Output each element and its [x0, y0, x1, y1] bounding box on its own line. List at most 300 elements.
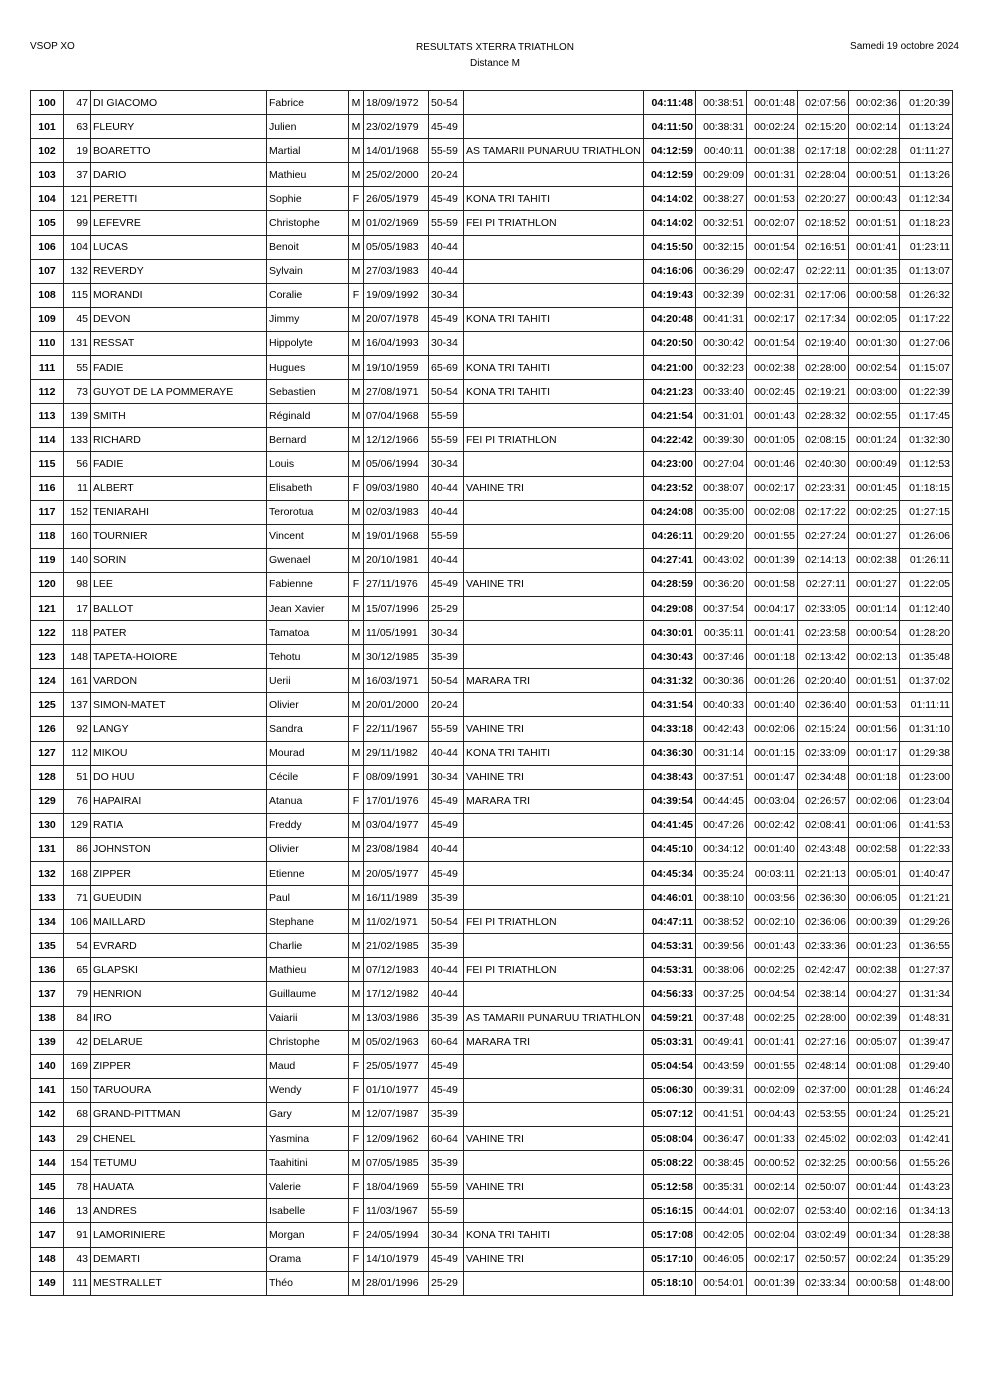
sex-cell: M — [349, 1102, 364, 1126]
rank-cell: 109 — [31, 307, 64, 331]
swim-time-cell: 00:29:09 — [696, 163, 747, 187]
club-cell: MARARA TRI — [464, 669, 644, 693]
rank-cell: 124 — [31, 669, 64, 693]
table-row — [31, 380, 953, 404]
document-title: RESULTATS XTERRA TRIATHLON — [416, 42, 574, 53]
total-time-cell: 05:06:30 — [644, 1078, 696, 1102]
birth-date-cell: 11/05/1991 — [364, 621, 429, 645]
t2-time-cell: 00:02:14 — [849, 115, 900, 139]
table-row — [31, 934, 953, 958]
bib-cell: 112 — [64, 741, 91, 765]
run-time-cell: 01:22:05 — [900, 572, 953, 596]
document-heading — [0, 40, 990, 72]
last-name-cell: LAMORINIERE — [91, 1223, 267, 1247]
category-cell: 30-34 — [429, 331, 464, 355]
club-cell: KONA TRI TAHITI — [464, 1223, 644, 1247]
bib-cell: 161 — [64, 669, 91, 693]
category-cell: 25-29 — [429, 1271, 464, 1295]
bib-cell: 118 — [64, 621, 91, 645]
bib-cell: 150 — [64, 1078, 91, 1102]
first-name-cell: Maud — [267, 1054, 349, 1078]
rank-cell: 132 — [31, 862, 64, 886]
club-cell — [464, 886, 644, 910]
rank-cell: 138 — [31, 1006, 64, 1030]
t2-time-cell: 00:01:56 — [849, 717, 900, 741]
total-time-cell: 04:14:02 — [644, 211, 696, 235]
run-time-cell: 01:17:45 — [900, 404, 953, 428]
last-name-cell: ALBERT — [91, 476, 267, 500]
first-name-cell: Hugues — [267, 356, 349, 380]
bib-cell: 131 — [64, 331, 91, 355]
sex-cell: M — [349, 741, 364, 765]
swim-time-cell: 00:29:20 — [696, 524, 747, 548]
bib-cell: 104 — [64, 235, 91, 259]
birth-date-cell: 12/09/1962 — [364, 1127, 429, 1151]
t2-time-cell: 00:01:44 — [849, 1175, 900, 1199]
last-name-cell: PERETTI — [91, 187, 267, 211]
bib-cell: 86 — [64, 837, 91, 861]
bike-time-cell: 02:48:14 — [798, 1054, 849, 1078]
t1-time-cell: 00:00:52 — [747, 1151, 798, 1175]
table-row — [31, 235, 953, 259]
total-time-cell: 04:24:08 — [644, 500, 696, 524]
rank-cell: 122 — [31, 621, 64, 645]
swim-time-cell: 00:41:31 — [696, 307, 747, 331]
rank-cell: 129 — [31, 789, 64, 813]
bike-time-cell: 02:33:09 — [798, 741, 849, 765]
birth-date-cell: 12/12/1966 — [364, 428, 429, 452]
birth-date-cell: 18/04/1969 — [364, 1175, 429, 1199]
total-time-cell: 04:19:43 — [644, 283, 696, 307]
last-name-cell: ZIPPER — [91, 862, 267, 886]
bib-cell: 56 — [64, 452, 91, 476]
bib-cell: 65 — [64, 958, 91, 982]
sex-cell: M — [349, 934, 364, 958]
club-cell — [464, 934, 644, 958]
bib-cell: 168 — [64, 862, 91, 886]
birth-date-cell: 16/04/1993 — [364, 331, 429, 355]
last-name-cell: DELARUE — [91, 1030, 267, 1054]
category-cell: 50-54 — [429, 91, 464, 115]
table-row — [31, 211, 953, 235]
rank-cell: 141 — [31, 1078, 64, 1102]
table-row — [31, 115, 953, 139]
sex-cell: M — [349, 524, 364, 548]
run-time-cell: 01:15:07 — [900, 356, 953, 380]
run-time-cell: 01:48:00 — [900, 1271, 953, 1295]
bib-cell: 152 — [64, 500, 91, 524]
t2-time-cell: 00:02:03 — [849, 1127, 900, 1151]
birth-date-cell: 03/04/1977 — [364, 813, 429, 837]
bib-cell: 11 — [64, 476, 91, 500]
table-row — [31, 1030, 953, 1054]
last-name-cell: TARUOURA — [91, 1078, 267, 1102]
bib-cell: 19 — [64, 139, 91, 163]
first-name-cell: Uerii — [267, 669, 349, 693]
total-time-cell: 04:27:41 — [644, 548, 696, 572]
total-time-cell: 04:29:08 — [644, 596, 696, 620]
t2-time-cell: 00:02:16 — [849, 1199, 900, 1223]
bib-cell: 13 — [64, 1199, 91, 1223]
distance-label: Distance M — [469, 58, 520, 69]
bib-cell: 121 — [64, 187, 91, 211]
total-time-cell: 04:11:50 — [644, 115, 696, 139]
total-time-cell: 04:20:50 — [644, 331, 696, 355]
club-cell — [464, 982, 644, 1006]
t2-time-cell: 00:01:51 — [849, 669, 900, 693]
run-time-cell: 01:40:47 — [900, 862, 953, 886]
birth-date-cell: 27/03/1983 — [364, 259, 429, 283]
bike-time-cell: 02:36:06 — [798, 910, 849, 934]
swim-time-cell: 00:44:45 — [696, 789, 747, 813]
bike-time-cell: 02:18:52 — [798, 211, 849, 235]
last-name-cell: BALLOT — [91, 596, 267, 620]
sex-cell: M — [349, 331, 364, 355]
category-cell: 45-49 — [429, 1054, 464, 1078]
category-cell: 35-39 — [429, 1102, 464, 1126]
table-row — [31, 1054, 953, 1078]
run-time-cell: 01:18:15 — [900, 476, 953, 500]
birth-date-cell: 15/07/1996 — [364, 596, 429, 620]
bib-cell: 71 — [64, 886, 91, 910]
total-time-cell: 04:21:23 — [644, 380, 696, 404]
last-name-cell: LANGY — [91, 717, 267, 741]
sex-cell: M — [349, 259, 364, 283]
sex-cell: F — [349, 1223, 364, 1247]
t2-time-cell: 00:01:30 — [849, 331, 900, 355]
table-row — [31, 139, 953, 163]
bike-time-cell: 02:33:05 — [798, 596, 849, 620]
last-name-cell: EVRARD — [91, 934, 267, 958]
club-cell: VAHINE TRI — [464, 765, 644, 789]
rank-cell: 135 — [31, 934, 64, 958]
swim-time-cell: 00:30:36 — [696, 669, 747, 693]
first-name-cell: Louis — [267, 452, 349, 476]
bike-time-cell: 02:33:34 — [798, 1271, 849, 1295]
run-time-cell: 01:23:00 — [900, 765, 953, 789]
club-cell — [464, 548, 644, 572]
bib-cell: 17 — [64, 596, 91, 620]
bib-cell: 139 — [64, 404, 91, 428]
category-cell: 45-49 — [429, 307, 464, 331]
t2-time-cell: 00:01:53 — [849, 693, 900, 717]
swim-time-cell: 00:38:45 — [696, 1151, 747, 1175]
table-row — [31, 404, 953, 428]
category-cell: 40-44 — [429, 259, 464, 283]
birth-date-cell: 14/01/1968 — [364, 139, 429, 163]
rank-cell: 125 — [31, 693, 64, 717]
sex-cell: F — [349, 1078, 364, 1102]
t1-time-cell: 00:01:38 — [747, 139, 798, 163]
sex-cell: M — [349, 621, 364, 645]
swim-time-cell: 00:46:05 — [696, 1247, 747, 1271]
club-cell — [464, 596, 644, 620]
bike-time-cell: 02:17:34 — [798, 307, 849, 331]
last-name-cell: HENRION — [91, 982, 267, 1006]
table-row — [31, 837, 953, 861]
category-cell: 35-39 — [429, 645, 464, 669]
t1-time-cell: 00:01:33 — [747, 1127, 798, 1151]
total-time-cell: 05:17:08 — [644, 1223, 696, 1247]
run-time-cell: 01:46:24 — [900, 1078, 953, 1102]
rank-cell: 107 — [31, 259, 64, 283]
t2-time-cell: 00:06:05 — [849, 886, 900, 910]
rank-cell: 149 — [31, 1271, 64, 1295]
category-cell: 35-39 — [429, 934, 464, 958]
birth-date-cell: 05/05/1983 — [364, 235, 429, 259]
first-name-cell: Réginald — [267, 404, 349, 428]
table-row — [31, 669, 953, 693]
club-cell — [464, 862, 644, 886]
swim-time-cell: 00:38:52 — [696, 910, 747, 934]
birth-date-cell: 20/07/1978 — [364, 307, 429, 331]
bike-time-cell: 02:36:40 — [798, 693, 849, 717]
run-time-cell: 01:26:32 — [900, 283, 953, 307]
club-cell — [464, 1054, 644, 1078]
first-name-cell: Olivier — [267, 693, 349, 717]
sex-cell: M — [349, 428, 364, 452]
bib-cell: 68 — [64, 1102, 91, 1126]
t2-time-cell: 00:03:00 — [849, 380, 900, 404]
event-date: Samedi 19 octobre 2024 — [850, 41, 959, 52]
total-time-cell: 05:08:04 — [644, 1127, 696, 1151]
bike-time-cell: 02:28:00 — [798, 1006, 849, 1030]
first-name-cell: Isabelle — [267, 1199, 349, 1223]
rank-cell: 140 — [31, 1054, 64, 1078]
club-cell — [464, 283, 644, 307]
first-name-cell: Sylvain — [267, 259, 349, 283]
bib-cell: 43 — [64, 1247, 91, 1271]
sex-cell: M — [349, 356, 364, 380]
t1-time-cell: 00:02:25 — [747, 958, 798, 982]
sex-cell: F — [349, 1247, 364, 1271]
swim-time-cell: 00:35:24 — [696, 862, 747, 886]
rank-cell: 148 — [31, 1247, 64, 1271]
t1-time-cell: 00:02:08 — [747, 500, 798, 524]
t1-time-cell: 00:02:17 — [747, 307, 798, 331]
birth-date-cell: 28/01/1996 — [364, 1271, 429, 1295]
category-cell: 40-44 — [429, 837, 464, 861]
rank-cell: 134 — [31, 910, 64, 934]
t1-time-cell: 00:03:11 — [747, 862, 798, 886]
first-name-cell: Jean Xavier — [267, 596, 349, 620]
bike-time-cell: 02:20:27 — [798, 187, 849, 211]
t2-time-cell: 00:02:25 — [849, 500, 900, 524]
category-cell: 55-59 — [429, 1175, 464, 1199]
t1-time-cell: 00:02:38 — [747, 356, 798, 380]
bib-cell: 76 — [64, 789, 91, 813]
bike-time-cell: 02:50:07 — [798, 1175, 849, 1199]
birth-date-cell: 01/02/1969 — [364, 211, 429, 235]
table-row — [31, 1151, 953, 1175]
first-name-cell: Sophie — [267, 187, 349, 211]
t1-time-cell: 00:01:41 — [747, 1030, 798, 1054]
last-name-cell: LEFEVRE — [91, 211, 267, 235]
bib-cell: 78 — [64, 1175, 91, 1199]
sex-cell: M — [349, 500, 364, 524]
swim-time-cell: 00:35:00 — [696, 500, 747, 524]
run-time-cell: 01:39:47 — [900, 1030, 953, 1054]
sex-cell: M — [349, 693, 364, 717]
bike-time-cell: 02:19:21 — [798, 380, 849, 404]
rank-cell: 127 — [31, 741, 64, 765]
table-row — [31, 163, 953, 187]
birth-date-cell: 25/05/1977 — [364, 1054, 429, 1078]
bib-cell: 92 — [64, 717, 91, 741]
last-name-cell: SIMON-MATET — [91, 693, 267, 717]
rank-cell: 126 — [31, 717, 64, 741]
bike-time-cell: 02:34:48 — [798, 765, 849, 789]
sex-cell: F — [349, 789, 364, 813]
first-name-cell: Christophe — [267, 211, 349, 235]
t1-time-cell: 00:01:48 — [747, 91, 798, 115]
last-name-cell: SMITH — [91, 404, 267, 428]
run-time-cell: 01:13:07 — [900, 259, 953, 283]
table-row — [31, 187, 953, 211]
bike-time-cell: 02:17:22 — [798, 500, 849, 524]
first-name-cell: Théo — [267, 1271, 349, 1295]
t1-time-cell: 00:01:18 — [747, 645, 798, 669]
swim-time-cell: 00:36:20 — [696, 572, 747, 596]
total-time-cell: 04:15:50 — [644, 235, 696, 259]
t2-time-cell: 00:02:28 — [849, 139, 900, 163]
total-time-cell: 05:04:54 — [644, 1054, 696, 1078]
t2-time-cell: 00:00:49 — [849, 452, 900, 476]
t1-time-cell: 00:02:17 — [747, 1247, 798, 1271]
category-cell: 45-49 — [429, 862, 464, 886]
run-time-cell: 01:42:41 — [900, 1127, 953, 1151]
table-row — [31, 307, 953, 331]
run-time-cell: 01:21:21 — [900, 886, 953, 910]
last-name-cell: PATER — [91, 621, 267, 645]
t1-time-cell: 00:01:46 — [747, 452, 798, 476]
club-cell: AS TAMARII PUNARUU TRIATHLON — [464, 139, 644, 163]
table-row — [31, 259, 953, 283]
sex-cell: F — [349, 717, 364, 741]
bike-time-cell: 02:07:56 — [798, 91, 849, 115]
bib-cell: 129 — [64, 813, 91, 837]
club-cell: FEI PI TRIATHLON — [464, 958, 644, 982]
last-name-cell: DARIO — [91, 163, 267, 187]
bike-time-cell: 02:38:14 — [798, 982, 849, 1006]
table-row — [31, 1199, 953, 1223]
club-cell: AS TAMARII PUNARUU TRIATHLON — [464, 1006, 644, 1030]
run-time-cell: 01:36:55 — [900, 934, 953, 958]
swim-time-cell: 00:38:27 — [696, 187, 747, 211]
swim-time-cell: 00:54:01 — [696, 1271, 747, 1295]
birth-date-cell: 08/09/1991 — [364, 765, 429, 789]
table-row — [31, 428, 953, 452]
swim-time-cell: 00:35:11 — [696, 621, 747, 645]
rank-cell: 137 — [31, 982, 64, 1006]
first-name-cell: Tamatoa — [267, 621, 349, 645]
t1-time-cell: 00:02:45 — [747, 380, 798, 404]
table-row — [31, 741, 953, 765]
table-row — [31, 476, 953, 500]
rank-cell: 136 — [31, 958, 64, 982]
sex-cell: M — [349, 115, 364, 139]
total-time-cell: 04:21:54 — [644, 404, 696, 428]
club-cell — [464, 500, 644, 524]
last-name-cell: GLAPSKI — [91, 958, 267, 982]
bike-time-cell: 02:26:57 — [798, 789, 849, 813]
club-cell: VAHINE TRI — [464, 1247, 644, 1271]
last-name-cell: MESTRALLET — [91, 1271, 267, 1295]
first-name-cell: Hippolyte — [267, 331, 349, 355]
swim-time-cell: 00:38:07 — [696, 476, 747, 500]
birth-date-cell: 29/11/1982 — [364, 741, 429, 765]
bike-time-cell: 02:22:11 — [798, 259, 849, 283]
last-name-cell: CHENEL — [91, 1127, 267, 1151]
table-row — [31, 91, 953, 115]
t2-time-cell: 00:02:38 — [849, 548, 900, 572]
swim-time-cell: 00:32:51 — [696, 211, 747, 235]
total-time-cell: 04:46:01 — [644, 886, 696, 910]
t2-time-cell: 00:01:41 — [849, 235, 900, 259]
last-name-cell: TAPETA-HOIORE — [91, 645, 267, 669]
bike-time-cell: 02:43:48 — [798, 837, 849, 861]
run-time-cell: 01:13:26 — [900, 163, 953, 187]
total-time-cell: 05:07:12 — [644, 1102, 696, 1126]
birth-date-cell: 09/03/1980 — [364, 476, 429, 500]
total-time-cell: 05:17:10 — [644, 1247, 696, 1271]
category-cell: 45-49 — [429, 572, 464, 596]
table-row — [31, 1175, 953, 1199]
club-cell: FEI PI TRIATHLON — [464, 211, 644, 235]
bike-time-cell: 02:32:25 — [798, 1151, 849, 1175]
bike-time-cell: 02:40:30 — [798, 452, 849, 476]
last-name-cell: FADIE — [91, 452, 267, 476]
total-time-cell: 04:26:11 — [644, 524, 696, 548]
table-row — [31, 1078, 953, 1102]
t2-time-cell: 00:01:17 — [849, 741, 900, 765]
total-time-cell: 05:16:15 — [644, 1199, 696, 1223]
run-time-cell: 01:27:06 — [900, 331, 953, 355]
t1-time-cell: 00:01:47 — [747, 765, 798, 789]
run-time-cell: 01:35:48 — [900, 645, 953, 669]
t2-time-cell: 00:01:28 — [849, 1078, 900, 1102]
rank-cell: 123 — [31, 645, 64, 669]
first-name-cell: Sebastien — [267, 380, 349, 404]
last-name-cell: REVERDY — [91, 259, 267, 283]
club-cell — [464, 452, 644, 476]
t2-time-cell: 00:01:23 — [849, 934, 900, 958]
club-cell — [464, 1151, 644, 1175]
table-row — [31, 645, 953, 669]
birth-date-cell: 01/10/1977 — [364, 1078, 429, 1102]
first-name-cell: Mathieu — [267, 163, 349, 187]
t2-time-cell: 00:04:27 — [849, 982, 900, 1006]
table-row — [31, 1127, 953, 1151]
t2-time-cell: 00:00:56 — [849, 1151, 900, 1175]
total-time-cell: 04:23:52 — [644, 476, 696, 500]
bib-cell: 37 — [64, 163, 91, 187]
last-name-cell: BOARETTO — [91, 139, 267, 163]
bike-time-cell: 02:42:47 — [798, 958, 849, 982]
run-time-cell: 01:41:53 — [900, 813, 953, 837]
run-time-cell: 01:11:11 — [900, 693, 953, 717]
rank-cell: 100 — [31, 91, 64, 115]
total-time-cell: 04:16:06 — [644, 259, 696, 283]
total-time-cell: 04:56:33 — [644, 982, 696, 1006]
t1-time-cell: 00:02:07 — [747, 1199, 798, 1223]
results-body — [31, 91, 953, 1296]
table-row — [31, 331, 953, 355]
category-cell: 20-24 — [429, 693, 464, 717]
bike-time-cell: 02:53:55 — [798, 1102, 849, 1126]
t1-time-cell: 00:01:43 — [747, 404, 798, 428]
t1-time-cell: 00:01:41 — [747, 621, 798, 645]
